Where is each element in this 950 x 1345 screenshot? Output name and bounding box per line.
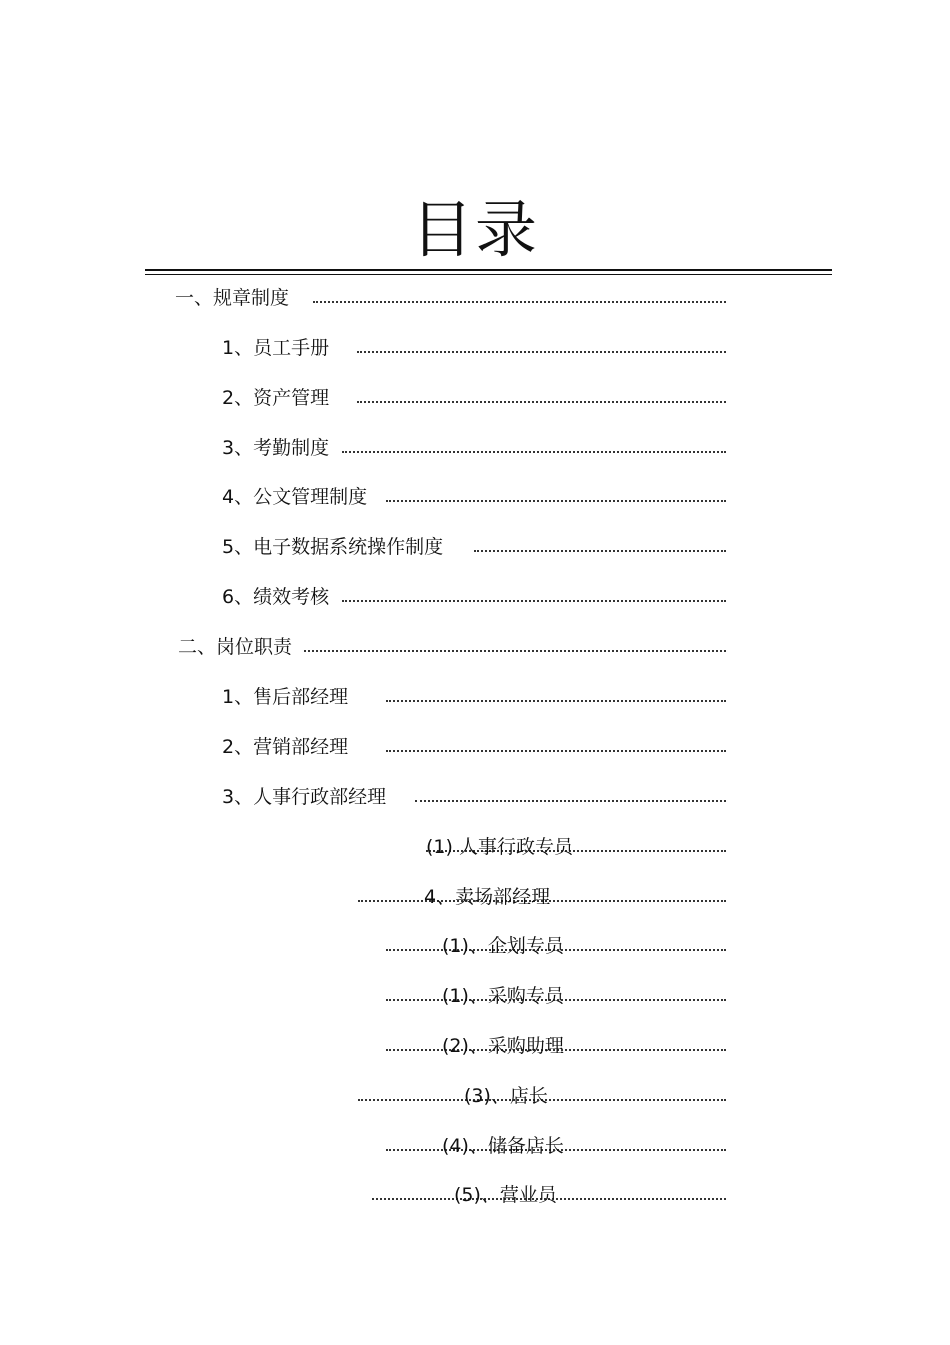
toc-entry-subitem[interactable]: [386, 933, 726, 959]
toc-entry-section-1[interactable]: [175, 285, 726, 311]
page-title: 目录: [410, 193, 539, 266]
toc-leader-dots: [386, 750, 726, 752]
toc-entry-label: 1、员工手册: [222, 337, 330, 359]
toc-entry-label: 2、资产管理: [222, 387, 330, 409]
toc-entry-label: 一、规章制度: [175, 287, 290, 309]
toc-leader-dots: [357, 401, 726, 403]
toc-entry-subitem[interactable]: [386, 983, 726, 1009]
title-double-rule: [145, 269, 832, 275]
toc-entry-subitem[interactable]: [386, 1133, 726, 1159]
toc-leader-dots: [386, 500, 726, 502]
toc-leader-dots: [342, 600, 726, 602]
toc-leader-dots: [386, 700, 726, 702]
toc-entry-item[interactable]: [222, 784, 726, 810]
toc-entry-item[interactable]: [222, 484, 726, 510]
toc-entry-label: (2)、采购助理: [442, 1035, 564, 1057]
toc-entry-label: 二、岗位职责: [178, 636, 293, 658]
toc-entry-label: (1)、企划专员: [442, 935, 564, 957]
toc-entry-item[interactable]: [222, 534, 726, 560]
toc-entry-label: (5)、营业员: [454, 1184, 557, 1206]
toc-leader-dots: [357, 351, 726, 353]
toc-entry-subitem[interactable]: [426, 834, 726, 860]
toc-leader-dots: [313, 301, 726, 303]
toc-entry-label: (1)、采购专员: [442, 985, 564, 1007]
toc-entry-item[interactable]: [222, 684, 726, 710]
toc-entry-label: (3)、店长: [464, 1085, 548, 1107]
toc-entry-item[interactable]: [222, 734, 726, 760]
toc-entry-label: (4)、储备店长: [442, 1135, 564, 1157]
toc-entry-label: 3、考勤制度: [222, 437, 330, 459]
toc-entry-item[interactable]: [222, 584, 726, 610]
toc-entry-label: 4、公文管理制度: [222, 486, 368, 508]
toc-leader-dots: [304, 650, 726, 652]
toc-leader-dots: [415, 800, 726, 802]
toc-entry-subitem[interactable]: [372, 1182, 726, 1208]
toc-entry-item[interactable]: [358, 884, 726, 910]
toc-entry-label: 2、营销部经理: [222, 736, 349, 758]
toc-leader-dots: [342, 451, 726, 453]
toc-entry-item[interactable]: [222, 335, 726, 361]
toc-entry-subitem[interactable]: [358, 1083, 726, 1109]
toc-entry-label: 6、绩效考核: [222, 586, 330, 608]
toc-entry-label: 4、卖场部经理: [424, 886, 551, 908]
toc-entry-label: 1、售后部经理: [222, 686, 349, 708]
toc-entry-label: 5、电子数据系统操作制度: [222, 536, 444, 558]
toc-entry-label: (1) 人事行政专员: [426, 836, 573, 858]
toc-entry-item[interactable]: [222, 435, 726, 461]
toc-entry-subitem[interactable]: [386, 1033, 726, 1059]
toc-leader-dots: [474, 550, 726, 552]
toc-entry-section-2[interactable]: [178, 634, 726, 660]
toc-entry-label: 3、人事行政部经理: [222, 786, 387, 808]
toc-entry-item[interactable]: [222, 385, 726, 411]
